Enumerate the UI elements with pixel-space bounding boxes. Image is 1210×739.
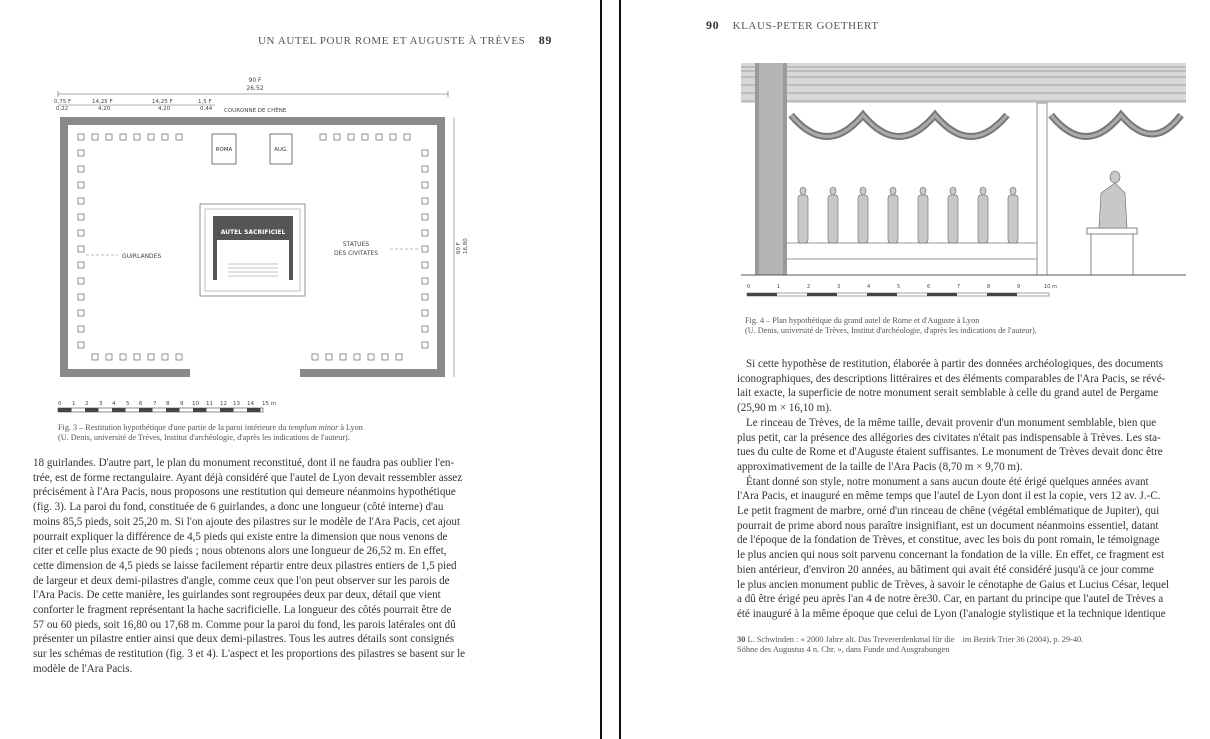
line: a dû être érigé peu après l'an 4 de notre ère30. Car, en partant du principe que l'autel de Trèves a bbox=[737, 593, 1164, 606]
line: citer et celle plus exacte de 90 pieds ; nous obtenons alors une longueur de 26,52 m. En effet, bbox=[33, 545, 447, 558]
caption-line-1: Fig. 4 – Plan hypothétique du grand autel de Rome et d'Auguste à Lyon bbox=[745, 316, 980, 325]
dim-total-m: 26,52 bbox=[246, 85, 264, 92]
line: l'Ara Pacis. De cette manière, les guirlandes sont regroupées deux par deux, détail que vient bbox=[33, 589, 441, 602]
page-divider-left bbox=[600, 0, 602, 739]
guirlandes-label: GUIRLANDES bbox=[122, 253, 162, 260]
line: lait exacte, la superficie de notre monument serait semblable à celle du grand autel de Pergame bbox=[737, 387, 1159, 400]
page-number-right: 90 bbox=[706, 18, 720, 32]
running-head-right bbox=[706, 18, 879, 33]
scale-5: 5 bbox=[126, 401, 130, 407]
line: approximativement de la taille de l'Ara Pacis (8,70 m × 9,70 m). bbox=[737, 460, 1023, 473]
line: Si cette hypothèse de restitution, élaborée à partir des données archéologiques, des documents bbox=[746, 358, 1164, 370]
scale2-5: 5 bbox=[897, 284, 901, 290]
line: sur les schémas de restitution (fig. 3 et 4). L'aspect et les proportions des pilastres se basent sur le bbox=[33, 648, 466, 661]
line: été inauguré à la même époque que celui de Lyon (l'analogie stylistique et la technique identique bbox=[737, 607, 1166, 620]
line: conforter le fragment représentant la hache sacrificielle. La longueur des côtés pourrait être de bbox=[33, 604, 452, 617]
line: Le rinceau de Trèves, de la même taille, devait provenir d'un monument semblable, bien que bbox=[746, 416, 1157, 429]
dim-total-feet: 90 F bbox=[248, 77, 262, 84]
line: précisément à l'Ara Pacis, nous proposons une restitution qui demeure néanmoins hypothétique bbox=[33, 486, 456, 499]
footnote-number: 30 bbox=[737, 635, 746, 644]
page-number-left: 89 bbox=[538, 33, 552, 47]
roma-label: ROMA bbox=[215, 147, 233, 153]
scale-14: 14 bbox=[247, 401, 254, 407]
dim-side-feet: 60 F bbox=[456, 242, 462, 254]
caption-line-2: (U. Denis, université de Trèves, Institut d'archéologie, d'après les indications de l'auteur). bbox=[745, 326, 1037, 335]
dim-seg-4b: 0,44 bbox=[200, 106, 213, 112]
aug-label: AUG. bbox=[274, 147, 288, 153]
line: (fig. 3). La paroi du fond, constituée de 6 guirlandes, a donc une longueur (côté interne) d'au bbox=[33, 501, 444, 514]
scale-0: 0 bbox=[58, 401, 62, 407]
scale2-4: 4 bbox=[867, 284, 871, 290]
line: tues du culte de Rome et d'Auguste étaient suffisantes. Le monument de Trèves devait donc être bbox=[737, 446, 1163, 459]
scale2-6: 6 bbox=[927, 284, 931, 290]
dim-seg-2a: 14,25 F bbox=[92, 99, 113, 105]
dim-seg-3a: 14,25 F bbox=[152, 99, 173, 105]
figure-3-caption bbox=[58, 423, 478, 443]
scale2-2: 2 bbox=[807, 284, 811, 290]
line: de largeur et deux demi-pilastres d'angle, comme ceux que l'on peut observer sur les parois de bbox=[33, 574, 450, 587]
line: le plus ancien monument public de Trèves, à savoir le cénotaphe de Gaius et Lucius César, lequel bbox=[737, 578, 1170, 591]
dim-seg-4a: 1,5 F bbox=[198, 99, 212, 105]
body-text-left bbox=[33, 456, 488, 677]
line: (25,90 m × 16,10 m). bbox=[737, 402, 832, 415]
scale2-3: 3 bbox=[837, 284, 841, 290]
line: plus petit, car la présence des allégories des civitates n'était pas indispensable à Trèves. Les sta- bbox=[737, 431, 1161, 444]
statues-label: STATUES bbox=[342, 241, 370, 248]
scale2-10: 10 m bbox=[1044, 284, 1057, 290]
scale-13: 13 bbox=[233, 401, 240, 407]
body-text-right bbox=[737, 357, 1190, 622]
line: 57 ou 60 pieds, soit 16,80 ou 17,68 m. Comme pour la paroi du fond, les parois latérales ont dû bbox=[33, 618, 456, 631]
scale2-0: 0 bbox=[747, 284, 751, 290]
caption-line-1: Fig. 3 – Restitution hypothétique d'une partie de la paroi intérieure du templum minor à Lyon bbox=[58, 423, 363, 432]
author-name: KLAUS-PETER GOETHERT bbox=[732, 20, 879, 32]
figure-4-elevation bbox=[741, 63, 1186, 308]
scale-8: 8 bbox=[166, 401, 170, 407]
scale2-8: 8 bbox=[987, 284, 991, 290]
scale-10: 10 bbox=[192, 401, 199, 407]
footnote-line-1: 30 L. Schwinden : « 2000 Jahre alt. Das Trevererdenkmal für die im Bezirk Trier 36 (2004), p. 29-40. bbox=[737, 635, 1084, 644]
statues-label-2: DES CIVITATES bbox=[333, 250, 379, 257]
scale-4: 4 bbox=[112, 401, 116, 407]
figure-4-caption bbox=[745, 316, 1185, 336]
scale-3: 3 bbox=[99, 401, 103, 407]
line: Étant donné son style, notre monument a sans aucun doute été érigé quelques années avant bbox=[746, 475, 1149, 488]
right-page bbox=[621, 0, 1210, 739]
left-page bbox=[0, 0, 603, 739]
scale2-9: 9 bbox=[1017, 284, 1021, 290]
scale-11: 11 bbox=[206, 401, 213, 407]
line: de l'époque de la fondation de Trèves, et constitue, avec les bois du pont romain, le témoignage bbox=[737, 534, 1160, 547]
dim-seg-1b: 0,22 bbox=[56, 106, 69, 112]
scale-7: 7 bbox=[153, 401, 157, 407]
scale2-1: 1 bbox=[777, 284, 781, 290]
line: pourrait de prime abord nous paraître insignifiant, est un document néanmoins essentiel, datant bbox=[737, 519, 1159, 532]
line: l'Ara Pacis, et inauguré en même temps que l'autel de Lyon dont il est la copie, vers 12 av. J.-C. bbox=[737, 490, 1161, 503]
line: Le petit fragment de marbre, orné d'un rinceau de chêne (végétal emblématique de Jupiter), qui bbox=[737, 505, 1160, 518]
line: le plus ancien qui nous soit parvenu concernant la fondation de la ville. En effet, ce fragment est bbox=[737, 549, 1165, 562]
footnote-line-2: Söhne des Augustus 4 n. Chr. », dans Funde und Ausgrabungen bbox=[737, 645, 950, 654]
line: modèle de l'Ara Pacis. bbox=[33, 662, 133, 675]
line: cette dimension de 4,5 pieds se laisse facilement répartir entre deux pilastres entiers de 1,5 pied bbox=[33, 559, 457, 572]
line: moins 85,5 pieds, soit 25,20 m. Si l'on ajoute des pilastres sur le modèle de l'Ara Pacis, cet ajout bbox=[33, 515, 461, 528]
dim-seg-1a: 0,75 F bbox=[54, 99, 72, 105]
couronne-label: COURONNE DE CHÊNE bbox=[224, 108, 287, 114]
footnote-30 bbox=[737, 635, 1197, 655]
dim-side-m: 16,80 bbox=[463, 238, 469, 254]
line: pourrait expliquer la différence de 4,5 pieds qui existe entre la dimension que nous venons de bbox=[33, 530, 448, 543]
scale-9: 9 bbox=[180, 401, 184, 407]
caption-line-2: (U. Denis, université de Trèves, Institut d'archéologie, d'après les indications de l'auteur). bbox=[58, 433, 350, 442]
scale-12: 12 bbox=[220, 401, 227, 407]
line: trée, est de forme rectangulaire. Ayant déjà considéré que l'autel de Lyon devait ressembler assez bbox=[33, 471, 463, 484]
scale-6: 6 bbox=[139, 401, 143, 407]
figure-3-plan bbox=[50, 72, 470, 417]
dim-seg-2b: 4,20 bbox=[98, 106, 111, 112]
line: 18 guirlandes. D'autre part, le plan du monument reconstitué, dont il ne faudra pas oublier l'en- bbox=[33, 457, 455, 469]
line: présenter un pilastre entier ainsi que deux demi-pilastres. Tous les autres détails sont consignés bbox=[33, 633, 455, 646]
scale-15: 15 m bbox=[262, 401, 277, 407]
running-head-left bbox=[258, 33, 552, 48]
line: bien antérieur, d'environ 20 années, au bâtiment qui avait été considéré jusqu'à ce jour comme bbox=[737, 563, 1154, 576]
running-head-title: UN AUTEL POUR ROME ET AUGUSTE À TRÈVES bbox=[258, 35, 526, 47]
scale-1: 1 bbox=[72, 401, 76, 407]
scale-2: 2 bbox=[85, 401, 89, 407]
autel-label: AUTEL SACRIFICIEL bbox=[220, 229, 286, 236]
dim-seg-3b: 4,20 bbox=[158, 106, 171, 112]
line: iconographiques, des descriptions littéraires et des éléments comparables de l'Ara Pacis, se révé- bbox=[737, 372, 1166, 385]
scale2-7: 7 bbox=[957, 284, 961, 290]
